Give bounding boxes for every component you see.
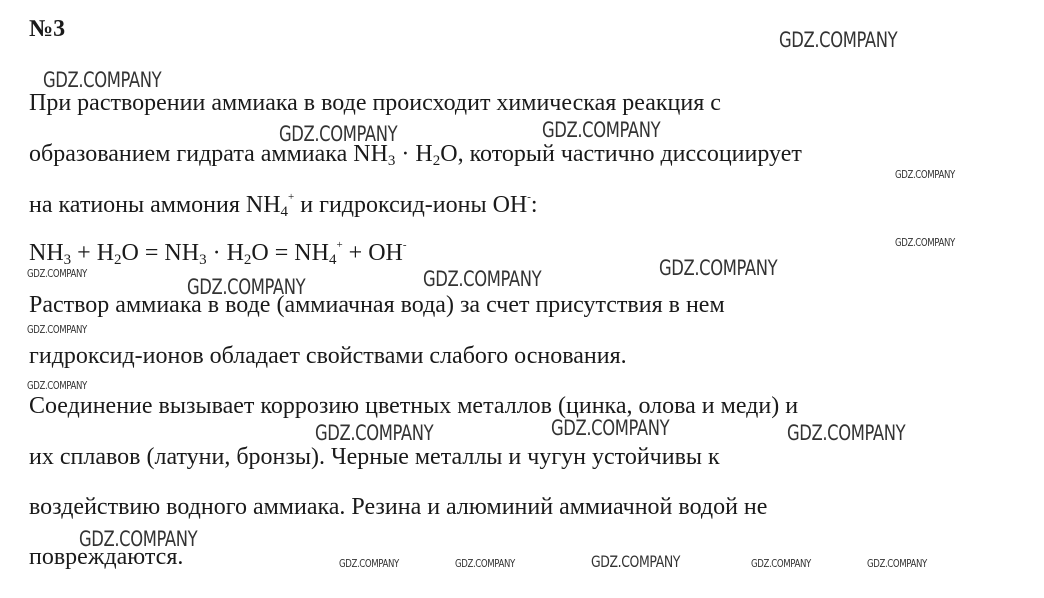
text-line: их сплавов (латуни, бронзы). Черные металлы и чугун устойчивы к (29, 444, 720, 470)
text-line: Раствор аммиака в воде (аммиачная вода) за счет присутствия в нем (29, 292, 725, 318)
watermark: GDZ.COMPANY (751, 557, 811, 570)
watermark: GDZ.COMPANY (787, 421, 906, 445)
watermark: GDZ.COMPANY (187, 275, 306, 299)
watermark: GDZ.COMPANY (867, 557, 927, 570)
watermark: GDZ.COMPANY (659, 256, 778, 280)
text-line: на катионы аммония $NH_4^+$ и гидроксид-ионы OH-: (29, 191, 538, 220)
text-line: гидроксид-ионов обладает свойствами слабого основания. (29, 343, 627, 369)
watermark: GDZ.COMPANY (43, 68, 162, 92)
watermark: GDZ.COMPANY (895, 168, 955, 181)
watermark: GDZ.COMPANY (591, 552, 681, 571)
text-line: Соединение вызывает коррозию цветных металлов (цинка, олова и меди) и (29, 393, 799, 419)
watermark: GDZ.COMPANY (27, 379, 87, 392)
text-line: воздействию водного аммиака. Резина и алюминий аммиачной водой не (29, 494, 768, 520)
watermark: GDZ.COMPANY (895, 236, 955, 249)
reaction-equation: $NH_3 + H_2O = NH_3 \cdot H_2O = NH_4^+ + OH^-$ (29, 239, 407, 268)
text-line: образованием гидрата аммиака $NH_3 \cdot H_2O$, который частично диссоциирует (29, 141, 802, 169)
problem-number: №3 (29, 16, 66, 42)
watermark: GDZ.COMPANY (779, 28, 898, 52)
watermark: GDZ.COMPANY (79, 527, 198, 551)
watermark: GDZ.COMPANY (455, 557, 515, 570)
text-line: повреждаются. (29, 544, 184, 570)
watermark: GDZ.COMPANY (339, 557, 399, 570)
watermark: GDZ.COMPANY (551, 416, 670, 440)
watermark: GDZ.COMPANY (542, 118, 661, 142)
watermark: GDZ.COMPANY (27, 267, 87, 280)
watermark: GDZ.COMPANY (423, 267, 542, 291)
text-line: При растворении аммиака в воде происходит химическая реакция с (29, 90, 721, 116)
watermark: GDZ.COMPANY (27, 323, 87, 336)
watermark: GDZ.COMPANY (315, 421, 434, 445)
watermark: GDZ.COMPANY (279, 122, 398, 146)
